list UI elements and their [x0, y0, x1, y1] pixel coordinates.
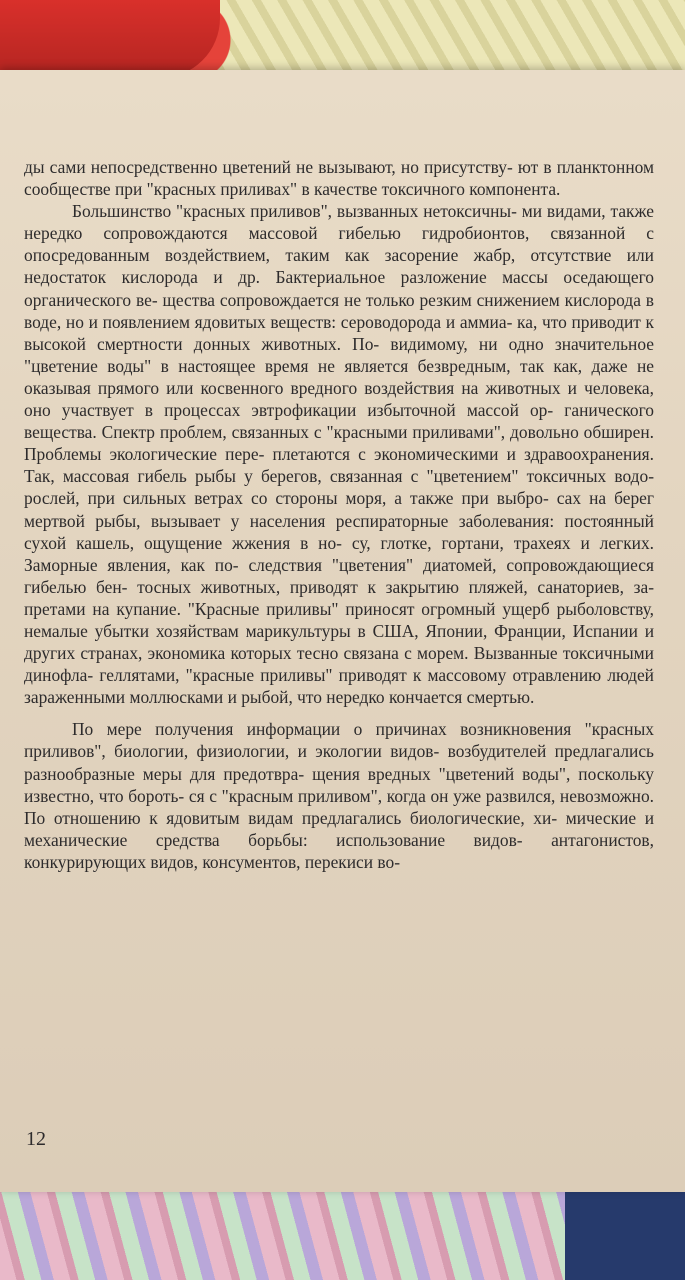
paragraph-continuation: ды сами непосредственно цветений не вызывают, но присутству- ют в планктонном сообществе при "красных приливах" в качестве токсичного компонента.	[24, 157, 654, 200]
paragraph-red-tides: Большинство "красных приливов", вызванных нетоксичны- ми видами, также нередко сопровождаются массовой гибелью гидробионтов, связанной с опосредованным воздействием, таким как засорение жабр, отсутствие или недостаток кислорода и др. Бактериальное разложение массы оседающего органического ве- щества сопровождается не только резким снижением кислорода в воде, но и появлением ядовитых веществ: сероводорода и аммиа- ка, что приводит к высокой смертности донных животных. По- видимому, ни одно значительное "цветение воды" в настоящее время не является безвредным, так как, даже не оказывая прямого или косвенного вредного воздействия на животных и человека, оно участвует в процессах эвтрофикации избыточной массой ор- ганического вещества. Спектр проблем, связанных с "красными приливами", довольно обширен. Проблемы экологические пере- плетаются с экономическими и здравоохранения. Так, массовая гибель рыбы у берегов, связанная с "цветением" токсичных водо- рослей, при сильных ветрах со стороны моря, а также при выбро- сах на берег мертвой рыбы, вызывает у населения респираторные заболевания: постоянный сухой кашель, ощущение жжения в но- су, глотке, гортани, трахеях и легких. Заморные явления, как по- следствия "цветения" диатомей, сопровождающиеся гибелью бен- тосных животных, приводят к закрытию пляжей, санаториев, за- претами на купание. "Красные приливы" приносят огромный ущерб рыболовству, немалые убытки хозяйствам марикультуры в США, Японии, Франции, Испании и других странах, экономика которых тесно связана с морем. Вызванные токсичными динофла- геллятами, "красные приливы" приводят к массовому отравлению людей зараженными моллюсками и рыбой, что нередко кончается смертью.	[24, 201, 654, 708]
red-fabric	[0, 0, 220, 78]
dark-fabric	[565, 1180, 685, 1280]
paragraph-measures: По мере получения информации о причинах возникновения "красных приливов", биологии, физиологии, и экологии видов- возбудителей предлагались разнообразные меры для предотвра- щения вредных "цветений воды", поскольку известно, что бороть- ся с "красным приливом", когда он уже развился, невозможно. По отношению к ядовитым видам предлагались биологические, хи- мические и механические средства борьбы: использование видов- антагонистов, конкурирующих видов, консументов, перекиси во-	[24, 719, 654, 872]
page-number: 12	[26, 1128, 46, 1150]
page-text	[24, 156, 654, 873]
book-page	[0, 70, 685, 1192]
